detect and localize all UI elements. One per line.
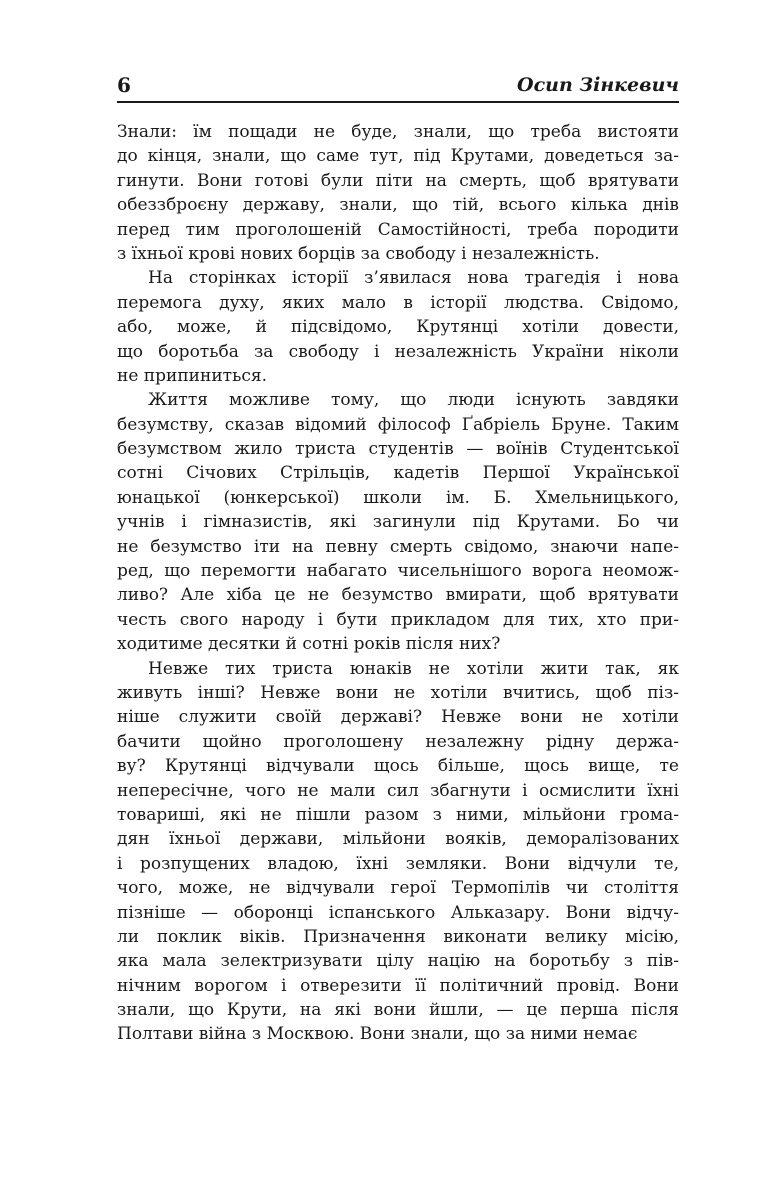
text-line: з їхньої крові нових борців за свободу і незалежність. [117, 243, 600, 264]
text-line: знали, що Крути, на які вони йшли, — це перша після [117, 1000, 679, 1021]
text-line: Життя можливе тому, що люди існують завдяки [148, 390, 679, 411]
text-line: безумству, сказав відомий філософ Ґабріель Бруне. Таким [117, 414, 679, 435]
text-line: не припиниться. [117, 365, 267, 386]
header-rule [117, 101, 679, 103]
text-line: честь свого народу і бути прикладом для тих, хто при- [117, 609, 679, 630]
text-line: яка мала зелектризувати цілу націю на боротьбу з пів- [117, 951, 679, 972]
text-line: живуть інші? Невже вони не хотіли вчитись, щоб піз- [117, 682, 679, 703]
text-line: сотні Січових Стрільців, кадетів Першої Української [117, 463, 679, 484]
text-line: чого, може, не відчували герої Термопілів чи століття [117, 878, 679, 899]
paragraph [117, 388, 679, 656]
text-line: ливо? Але хіба це не безумство вмирати, щоб врятувати [117, 585, 679, 606]
text-line: ніше служити своїй державі? Невже вони не хотіли [117, 707, 679, 728]
text-line: ходитиме десятки й сотні років після них? [117, 634, 501, 655]
text-line: або, може, й підсвідомо, Крутянці хотіли довести, [117, 317, 679, 338]
text-line: перемога духу, яких мало в історії людства. Свідомо, [117, 292, 679, 313]
text-line: перед тим проголошеній Самостійності, треба породити [117, 219, 679, 240]
text-line: і розпущених владою, їхні земляки. Вони відчули те, [117, 853, 679, 874]
text-line: нічним ворогом і отверезити її політичний провід. Вони [117, 975, 679, 996]
text-line: дян їхньої держави, мільйони вояків, деморалізованих [117, 829, 679, 850]
text-line: ли поклик віків. Призначення виконати велику місію, [117, 926, 679, 947]
body-text [117, 120, 679, 1047]
text-line: пізніше — оборонці іспанського Альказару. Вони відчу- [117, 902, 679, 923]
text-line: до кінця, знали, що саме тут, під Крутами, доведеться за- [117, 146, 679, 167]
text-line: безумством жило триста студентів — воїнів Студентської [117, 439, 679, 460]
paragraph [117, 266, 679, 388]
text-line: обеззброєну державу, знали, що тій, всього кілька днів [117, 195, 679, 216]
text-line: гинути. Вони готові були піти на смерть, щоб врятувати [117, 170, 679, 191]
text-line: учнів і гімназистів, які загинули під Крутами. Бо чи [117, 512, 679, 533]
text-line: Невже тих триста юнаків не хотіли жити так, як [148, 658, 679, 679]
text-line: бачити щойно проголошену незалежну рідну держа- [117, 731, 679, 752]
paragraph [117, 657, 679, 1047]
page-header [117, 72, 679, 102]
text-line: не безумство іти на певну смерть свідомо, знаючи напе- [117, 536, 679, 557]
text-line: ред, що перемогти набагато чисельнішого ворога неомож- [117, 561, 679, 582]
text-line: юнацької (юнкерської) школи ім. Б. Хмельницького, [117, 487, 679, 508]
running-title: Осип Зінкевич [517, 74, 679, 96]
text-line: Знали: їм пощади не буде, знали, що треба вистояти [117, 122, 679, 142]
text-line: непересічне, чого не мали сил збагнути і осмислити їхні [117, 780, 679, 801]
text-line: товариші, які не пішли разом з ними, мільйони грома- [117, 804, 679, 825]
text-line: ву? Крутянці відчували щось більше, щось вище, те [117, 756, 679, 777]
text-line: На сторінках історії з’явилася нова трагедія і нова [148, 268, 679, 289]
page-number: 6 [117, 73, 131, 97]
text-line: Полтави війна з Москвою. Вони знали, що за ними немає [117, 1024, 638, 1045]
paragraph [117, 120, 679, 266]
text-line: що боротьба за свободу і незалежність України ніколи [117, 341, 679, 362]
